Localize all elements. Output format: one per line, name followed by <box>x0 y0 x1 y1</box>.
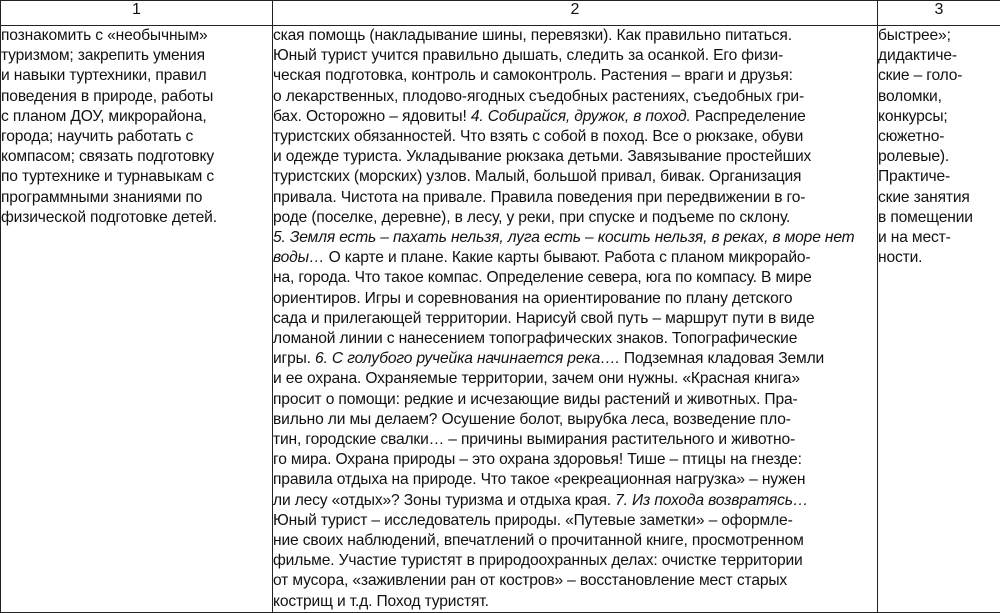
content-text: го мира. Охрана природы – это охрана здоровья! Тише – птицы на гнезде: <box>273 451 802 468</box>
content-line <box>273 369 877 389</box>
content-line <box>273 470 877 490</box>
content-text: от мусора, «заживлении ран от костров» – восстановление мест старых <box>273 572 787 589</box>
methods-cell <box>878 26 1000 613</box>
content-line <box>273 208 877 228</box>
goals-line: и навыки туртехники, правил <box>1 66 272 86</box>
content-line <box>273 147 877 167</box>
content-line <box>273 66 877 86</box>
content-line <box>273 329 877 349</box>
content-text: сада и прилегающей территории. Нарисуй свой путь – маршрут пути в виде <box>273 310 814 327</box>
content-line <box>273 410 877 430</box>
content-text: игры. <box>273 350 315 367</box>
content-line <box>273 268 877 288</box>
column-header-1: 1 <box>1 1 273 26</box>
goals-line: компасом; связать подготовку <box>1 147 272 167</box>
goals-cell <box>1 26 273 613</box>
content-text: туристских (морских) узлов. Малый, большой привал, бивак. Организация <box>273 168 801 185</box>
content-text: просит о помощи: редкие и исчезающие виды растений и животных. Пра- <box>273 391 798 408</box>
goals-line: физической подготовке детей. <box>1 208 272 228</box>
content-line <box>273 46 877 66</box>
methods-line: ролевые). <box>878 147 1000 167</box>
content-line <box>273 26 877 46</box>
content-text: Юный турист – исследователь природы. «Путевые заметки» – оформле- <box>273 512 793 529</box>
column-header-2: 2 <box>273 1 878 26</box>
content-line <box>273 107 877 127</box>
methods-line: конкурсы; <box>878 107 1000 127</box>
goals-line: программными знаниями по <box>1 188 272 208</box>
content-text: и одежде туриста. Укладывание рюкзака детьми. Завязывание простейших <box>273 148 811 165</box>
column-header-3: 3 <box>878 1 1000 26</box>
content-text: тин, городские свалки… – причины вымирания растительного и животно- <box>273 431 795 448</box>
content-line <box>273 248 877 268</box>
methods-line: и на мест- <box>878 228 1000 248</box>
content-line <box>273 491 877 511</box>
content-line <box>273 228 877 248</box>
content-text: О карте и плане. Какие карты бывают. Работа с планом микрорайо- <box>324 249 810 266</box>
content-line <box>273 349 877 369</box>
content-line <box>273 511 877 531</box>
content-line <box>273 289 877 309</box>
table-header-row <box>1 1 1000 26</box>
content-text: ние своих наблюдений, впечатлений о прочитанной книге, просмотренном <box>273 532 804 549</box>
content-line <box>273 430 877 450</box>
goals-line: туризмом; закрепить умения <box>1 46 272 66</box>
goals-line: города; научить работать с <box>1 127 272 147</box>
goals-line: по туртехнике и турнавыкам с <box>1 167 272 187</box>
content-text: ли лесу «отдых»? Зоны туризма и отдыха края. <box>273 492 615 509</box>
content-text: фильме. Участие туристят в природоохранных делах: очистке территории <box>273 552 803 569</box>
content-text: кострищ и т.д. Поход туристят. <box>273 593 489 610</box>
goals-line: поведения в природе, работы <box>1 87 272 107</box>
content-line <box>273 571 877 591</box>
section-heading-text: 4. Собирайся, дружок, в поход. <box>471 108 691 125</box>
content-line <box>273 390 877 410</box>
content-line <box>273 309 877 329</box>
section-heading-text: 7. Из похода возвратясь… <box>615 492 808 509</box>
methods-line: сюжетно- <box>878 127 1000 147</box>
methods-line: быстрее»; <box>878 26 1000 46</box>
content-text: ческая подготовка, контроль и самоконтроль. Растения – враги и друзья: <box>273 67 793 84</box>
methods-line: ские занятия <box>878 188 1000 208</box>
content-line <box>273 531 877 551</box>
methods-line: воломки, <box>878 87 1000 107</box>
methods-line: Практиче- <box>878 167 1000 187</box>
section-heading-text: 5. Земля есть – пахать нельзя, луга есть – косить нельзя, в реках, в море нет <box>273 229 855 246</box>
content-text: ская помощь (накладывание шины, перевязки). Как правильно питаться. <box>273 27 792 44</box>
content-line <box>273 87 877 107</box>
content-line <box>273 188 877 208</box>
content-text: туристских обязанностей. Что взять с собой в поход. Все о рюкзаке, обуви <box>273 128 803 145</box>
methods-line: дидактиче- <box>878 46 1000 66</box>
content-text: ориентиров. Игры и соревнования на ориентирование по плану детского <box>273 290 792 307</box>
goals-line: познакомить с «необычным» <box>1 26 272 46</box>
methods-line: в помещении <box>878 208 1000 228</box>
content-line <box>273 167 877 187</box>
goals-line: с планом ДОУ, микрорайона, <box>1 107 272 127</box>
content-text: Распределение <box>691 108 806 125</box>
content-text: Юный турист учится правильно дышать, следить за осанкой. Его физи- <box>273 47 783 64</box>
content-text: роде (поселке, деревне), в лесу, у реки, при спуске и подъеме по склону. <box>273 209 790 226</box>
content-text: привала. Чистота на привале. Правила поведения при передвижении в го- <box>273 189 805 206</box>
methods-line: ности. <box>878 248 1000 268</box>
content-text: на, города. Что такое компас. Определение севера, юга по компасу. В мире <box>273 269 812 286</box>
content-text: бах. Осторожно – ядовиты! <box>273 108 471 125</box>
content-text: правила отдыха на природе. Что такое «рекреационная нагрузка» – нужен <box>273 471 805 488</box>
section-heading-text: воды… <box>273 249 324 266</box>
content-line <box>273 551 877 571</box>
content-line <box>273 592 877 612</box>
content-line <box>273 450 877 470</box>
content-text: Подземная кладовая Земли <box>620 350 824 367</box>
content-cell <box>273 26 878 613</box>
methods-line: ские – голо- <box>878 66 1000 86</box>
section-heading-text: 6. С голубого ручейка начинается река…. <box>315 350 620 367</box>
content-text: вильно ли мы делаем? Осушение болот, вырубка леса, возведение пло- <box>273 411 791 428</box>
content-text: ломаной линии с нанесением топографических знаков. Топографические <box>273 330 797 347</box>
content-text: и ее охрана. Охраняемые территории, зачем они нужны. «Красная книга» <box>273 370 800 387</box>
table-row <box>1 26 1000 613</box>
content-line <box>273 127 877 147</box>
content-text: о лекарственных, плодово-ягодных съедобных растениях, съедобных гри- <box>273 88 804 105</box>
